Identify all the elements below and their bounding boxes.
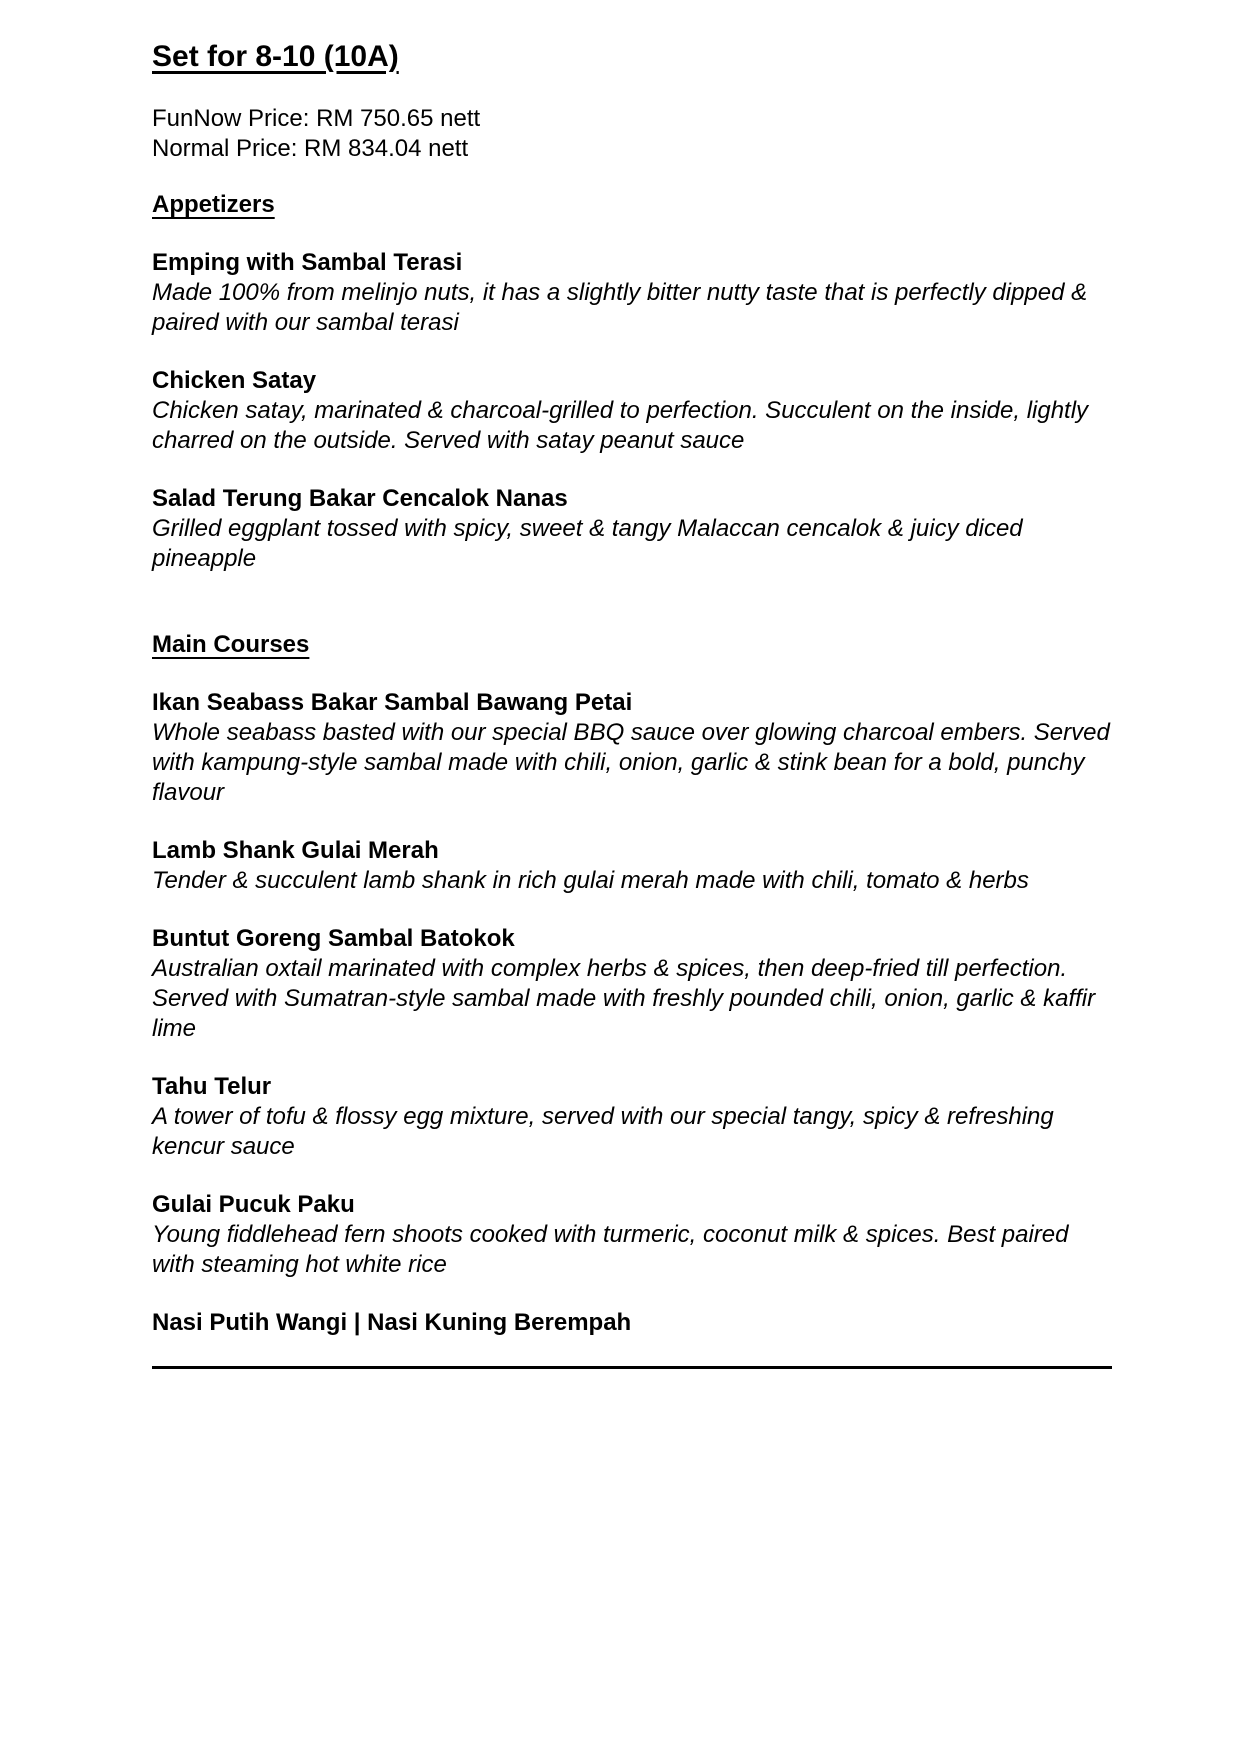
item-description: Young fiddlehead fern shoots cooked with turmeric, coconut milk & spices. Best paired with steaming hot white rice	[152, 1221, 1069, 1278]
menu-item-nasi	[152, 1308, 1112, 1338]
menu-item-salad-terung	[152, 484, 1112, 574]
item-name: Salad Terung Bakar Cencalok Nanas	[152, 485, 568, 512]
normal-price-line	[152, 134, 1112, 164]
item-description: Chicken satay, marinated & charcoal-grilled to perfection. Succulent on the inside, lightly charred on the outside. Served with satay peanut sauce	[152, 397, 1089, 454]
item-description: Grilled eggplant tossed with spicy, sweet & tangy Malaccan cencalok & juicy diced pineapple	[152, 515, 1023, 572]
item-description: A tower of tofu & flossy egg mixture, served with our special tangy, spicy & refreshing kencur sauce	[152, 1103, 1054, 1160]
section-heading-main-courses: Main Courses	[152, 631, 310, 658]
item-name: Emping with Sambal Terasi	[152, 249, 463, 276]
bottom-divider	[152, 1366, 1112, 1369]
funnow-price-label: FunNow Price:	[152, 105, 310, 132]
item-description: Tender & succulent lamb shank in rich gulai merah made with chili, tomato & herbs	[152, 867, 1029, 894]
section-appetizers	[152, 190, 1112, 574]
item-name: Ikan Seabass Bakar Sambal Bawang Petai	[152, 689, 633, 716]
menu-header	[152, 38, 1112, 164]
set-title: Set for 8-10 (10A)	[152, 40, 399, 73]
item-name: Lamb Shank Gulai Merah	[152, 837, 439, 864]
normal-price-label: Normal Price:	[152, 135, 298, 162]
item-name: Buntut Goreng Sambal Batokok	[152, 925, 515, 952]
menu-item-tahu-telur	[152, 1072, 1112, 1162]
normal-price-value: RM 834.04 nett	[304, 135, 469, 162]
section-heading-appetizers: Appetizers	[152, 191, 275, 218]
item-name: Gulai Pucuk Paku	[152, 1191, 355, 1218]
section-main-courses	[152, 630, 1112, 1338]
menu-item-buntut-goreng	[152, 924, 1112, 1044]
funnow-price-value: RM 750.65 nett	[316, 105, 481, 132]
item-description: Whole seabass basted with our special BBQ sauce over glowing charcoal embers. Served with kampung-style sambal made with chili, onion, garlic & stink bean for a bold, punchy flavour	[152, 719, 1110, 806]
item-name: Chicken Satay	[152, 367, 317, 394]
menu-item-lamb-shank	[152, 836, 1112, 896]
item-description: Australian oxtail marinated with complex herbs & spices, then deep-fried till perfection. Served with Sumatran-style sambal made with freshly pounded chili, onion, garlic & kaffir lime	[152, 955, 1096, 1042]
item-description: Made 100% from melinjo nuts, it has a slightly bitter nutty taste that is perfectly dipped & paired with our sambal terasi	[152, 279, 1088, 336]
item-name: Nasi Putih Wangi | Nasi Kuning Berempah	[152, 1309, 632, 1336]
item-name: Tahu Telur	[152, 1073, 272, 1100]
menu-item-chicken-satay	[152, 366, 1112, 456]
price-block	[152, 104, 1112, 164]
menu-item-ikan-seabass	[152, 688, 1112, 808]
menu-item-emping	[152, 248, 1112, 338]
funnow-price-line	[152, 104, 1112, 134]
menu-item-gulai-pucuk-paku	[152, 1190, 1112, 1280]
